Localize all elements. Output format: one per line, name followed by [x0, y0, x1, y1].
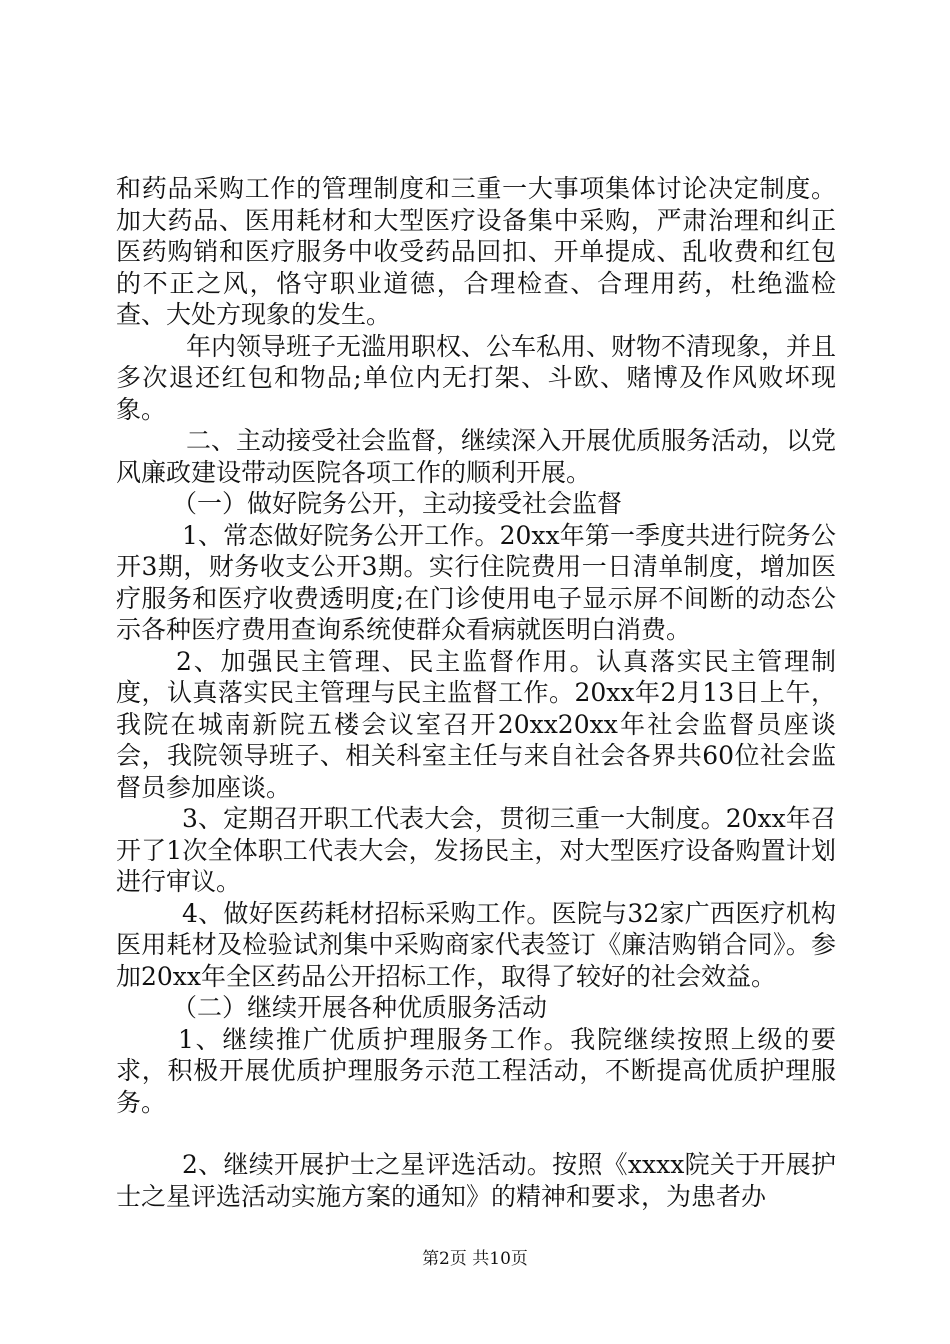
paragraph-1: 和药品采购工作的管理制度和三重一大事项集体讨论决定制度。加大药品、医用耗材和大型医疗设备集中采购，严肃治理和纠正医药购销和医疗服务中收受药品回扣、开单提成、乱收费和红包的不正之风，恪守职业道德，合理检查、合理用药，杜绝滥检查、大处方现象的发生。	[116, 174, 836, 329]
paragraph-item-1: 1、常态做好院务公开工作。20xx年第一季度共进行院务公开3期，财务收支公开3期。实行住院费用一日清单制度，增加医疗服务和医疗收费透明度;在门诊使用电子显示屏不间断的动态公示各种医疗费用查询系统使群众看病就医明白消费。	[116, 520, 836, 644]
paragraph-item-4: 4、做好医药耗材招标采购工作。医院与32家广西医疗机构医用耗材及检验试剂集中采购商家代表签订《廉洁购销合同》。参加20xx年全区药品公开招标工作，取得了较好的社会效益。	[116, 898, 836, 991]
subsection-heading-1: （一）做好院务公开，主动接受社会监督	[172, 489, 623, 518]
document-body	[116, 173, 836, 1212]
paragraph-service-1: 1、继续推广优质护理服务工作。我院继续按照上级的要求，积极开展优质护理服务示范工程活动，不断提高优质护理服务。	[116, 1024, 836, 1117]
page-number-footer: 第2页 共10页	[422, 1249, 528, 1269]
paragraph-service-2: 2、继续开展护士之星评选活动。按照《xxxx院关于开展护士之星评选活动实施方案的通知》的精神和要求，为患者办	[116, 1150, 836, 1211]
subsection-heading-2: （二）继续开展各种优质服务活动	[172, 993, 548, 1022]
section-heading-2: 二、主动接受社会监督，继续深入开展优质服务活动，以党风廉政建设带动医院各项工作的顺利开展。	[116, 426, 837, 487]
paragraph-item-2: 2、加强民主管理、民主监督作用。认真落实民主管理制度，认真落实民主管理与民主监督工作。20xx年2月13日上午，我院在城南新院五楼会议室召开20xx20xx年社会监督员座谈会，我院领导班子、相关科室主任与来自社会各界共60位社会监督员参加座谈。	[116, 646, 836, 802]
paragraph-item-3: 3、定期召开职工代表大会，贯彻三重一大制度。20xx年召开了1次全体职工代表大会，发扬民主，对大型医疗设备购置计划进行审议。	[116, 804, 836, 896]
paragraph-2: 年内领导班子无滥用职权、公车私用、财物不清现象，并且多次退还红包和物品;单位内无打架、斗欧、赌博及作风败坏现象。	[116, 331, 837, 424]
